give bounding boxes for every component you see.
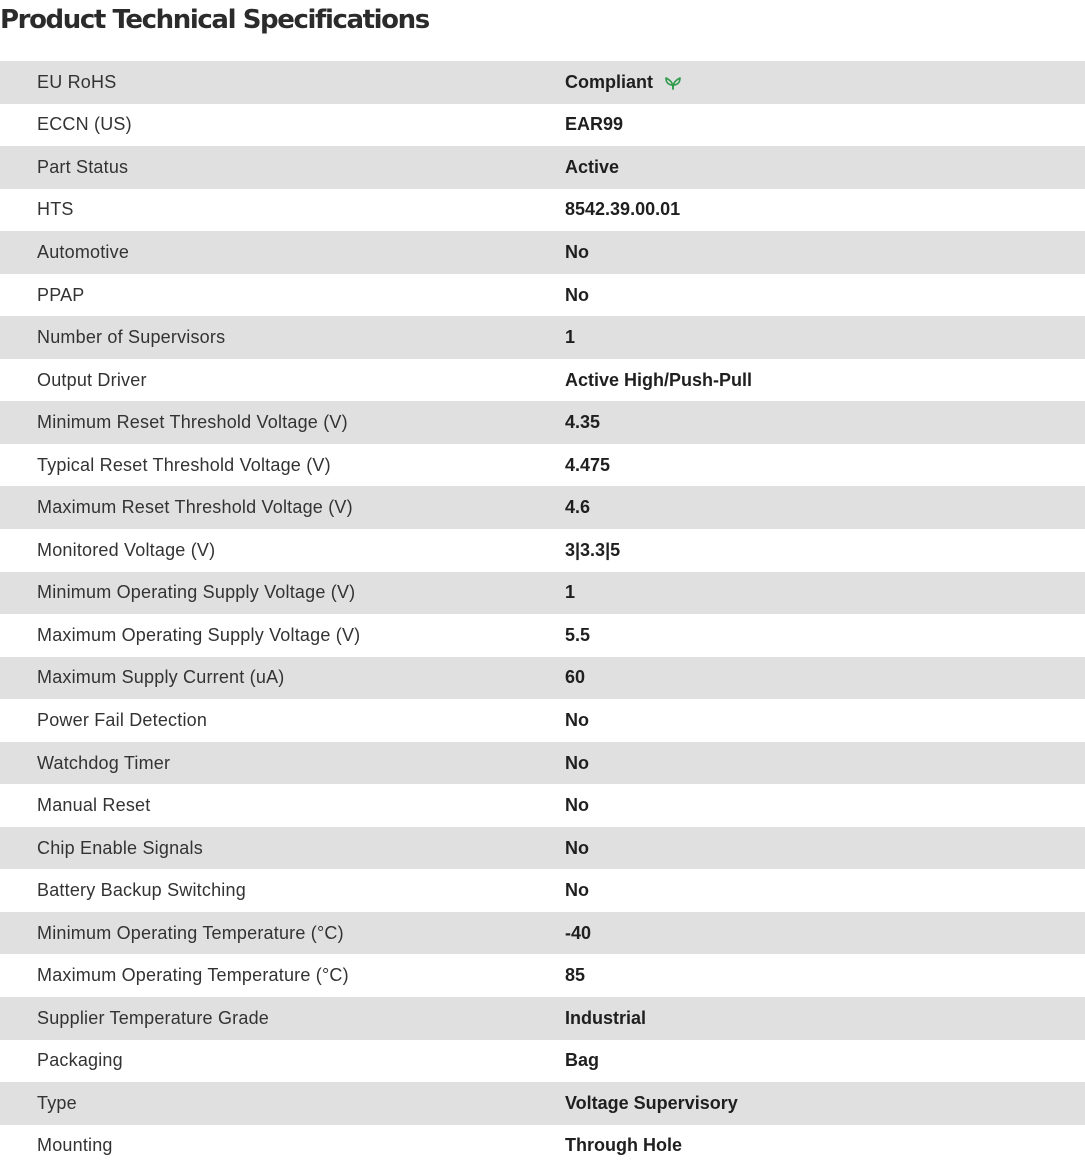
spec-label: Maximum Operating Temperature (°C) [0, 954, 565, 997]
spec-label: Typical Reset Threshold Voltage (V) [0, 444, 565, 487]
spec-value: 4.475 [565, 454, 611, 475]
spec-value: 1 [565, 582, 576, 603]
spec-value-cell [565, 231, 1085, 274]
spec-row [0, 699, 1085, 742]
spec-row [0, 1125, 1085, 1167]
spec-value: No [565, 709, 589, 730]
spec-label: EU RoHS [0, 61, 565, 104]
spec-row [0, 146, 1085, 189]
spec-value-cell [565, 657, 1085, 700]
spec-label: Supplier Temperature Grade [0, 997, 565, 1040]
spec-label: Type [0, 1082, 565, 1125]
spec-row [0, 189, 1085, 232]
spec-row [0, 529, 1085, 572]
spec-row [0, 486, 1085, 529]
spec-row [0, 231, 1085, 274]
spec-row [0, 274, 1085, 317]
spec-value: -40 [565, 922, 592, 943]
spec-value: EAR99 [565, 114, 624, 135]
spec-table-body [0, 61, 1085, 1167]
spec-label: Part Status [0, 146, 565, 189]
spec-value-cell [565, 1082, 1085, 1125]
spec-value-cell [565, 359, 1085, 402]
spec-row [0, 954, 1085, 997]
spec-value-cell [565, 316, 1085, 359]
spec-value: Industrial [565, 1007, 647, 1028]
spec-value-cell [565, 784, 1085, 827]
spec-label: Maximum Operating Supply Voltage (V) [0, 614, 565, 657]
spec-label: Mounting [0, 1125, 565, 1167]
spec-label: Minimum Operating Temperature (°C) [0, 912, 565, 955]
spec-label: Number of Supervisors [0, 316, 565, 359]
spec-value-cell [565, 486, 1085, 529]
page-title: Product Technical Specifications [0, 5, 429, 35]
spec-row [0, 742, 1085, 785]
spec-label: Watchdog Timer [0, 742, 565, 785]
spec-value: 60 [565, 667, 586, 688]
spec-value-cell [565, 146, 1085, 189]
spec-value-cell [565, 572, 1085, 615]
spec-value-cell [565, 912, 1085, 955]
spec-row [0, 657, 1085, 700]
spec-value-cell [565, 444, 1085, 487]
spec-value: 5.5 [565, 624, 591, 645]
spec-table [0, 61, 1085, 1167]
spec-value-cell [565, 401, 1085, 444]
spec-label: HTS [0, 189, 565, 232]
spec-value: No [565, 880, 589, 901]
spec-label: Maximum Reset Threshold Voltage (V) [0, 486, 565, 529]
spec-value-cell [565, 104, 1085, 147]
spec-value-cell [565, 869, 1085, 912]
spec-value-cell [565, 614, 1085, 657]
spec-value: 85 [565, 965, 586, 986]
spec-row [0, 401, 1085, 444]
spec-value-cell [565, 1040, 1085, 1083]
spec-label: PPAP [0, 274, 565, 317]
spec-value: 8542.39.00.01 [565, 199, 681, 220]
spec-value-cell [565, 997, 1085, 1040]
spec-row [0, 997, 1085, 1040]
spec-label: Minimum Operating Supply Voltage (V) [0, 572, 565, 615]
spec-value: No [565, 752, 589, 773]
spec-row [0, 869, 1085, 912]
spec-row [0, 359, 1085, 402]
spec-value: 4.6 [565, 497, 591, 518]
spec-value: No [565, 241, 589, 262]
spec-value: Compliant [565, 71, 653, 92]
spec-value: 1 [565, 327, 576, 348]
spec-row [0, 614, 1085, 657]
spec-value: Through Hole [565, 1135, 682, 1156]
spec-row [0, 1040, 1085, 1083]
spec-label: Output Driver [0, 359, 565, 402]
spec-row [0, 572, 1085, 615]
spec-value: Voltage Supervisory [565, 1092, 738, 1113]
spec-value: 4.35 [565, 412, 601, 433]
spec-value: 3|3.3|5 [565, 539, 621, 560]
spec-value-cell [565, 61, 1085, 104]
spec-row [0, 316, 1085, 359]
spec-label: Power Fail Detection [0, 699, 565, 742]
spec-label: Monitored Voltage (V) [0, 529, 565, 572]
spec-value-cell [565, 827, 1085, 870]
spec-value: Active High/Push-Pull [565, 369, 753, 390]
spec-label: Minimum Reset Threshold Voltage (V) [0, 401, 565, 444]
spec-row [0, 104, 1085, 147]
spec-value-cell [565, 274, 1085, 317]
spec-value-cell [565, 1125, 1085, 1167]
spec-value: Active [565, 156, 620, 177]
spec-row [0, 61, 1085, 104]
spec-row [0, 444, 1085, 487]
spec-value: No [565, 795, 589, 816]
spec-label: ECCN (US) [0, 104, 565, 147]
spec-label: Chip Enable Signals [0, 827, 565, 870]
spec-value: Bag [565, 1050, 600, 1071]
spec-label: Manual Reset [0, 784, 565, 827]
spec-value: No [565, 284, 589, 305]
leaf-icon [663, 73, 683, 91]
spec-value-cell [565, 954, 1085, 997]
spec-row [0, 827, 1085, 870]
spec-row [0, 912, 1085, 955]
spec-row [0, 1082, 1085, 1125]
spec-value-cell [565, 699, 1085, 742]
spec-value-cell [565, 742, 1085, 785]
spec-label: Battery Backup Switching [0, 869, 565, 912]
spec-value: No [565, 837, 589, 858]
spec-label: Automotive [0, 231, 565, 274]
spec-label: Packaging [0, 1040, 565, 1083]
spec-label: Maximum Supply Current (uA) [0, 657, 565, 700]
spec-row [0, 784, 1085, 827]
spec-value-cell [565, 529, 1085, 572]
spec-value-cell [565, 189, 1085, 232]
